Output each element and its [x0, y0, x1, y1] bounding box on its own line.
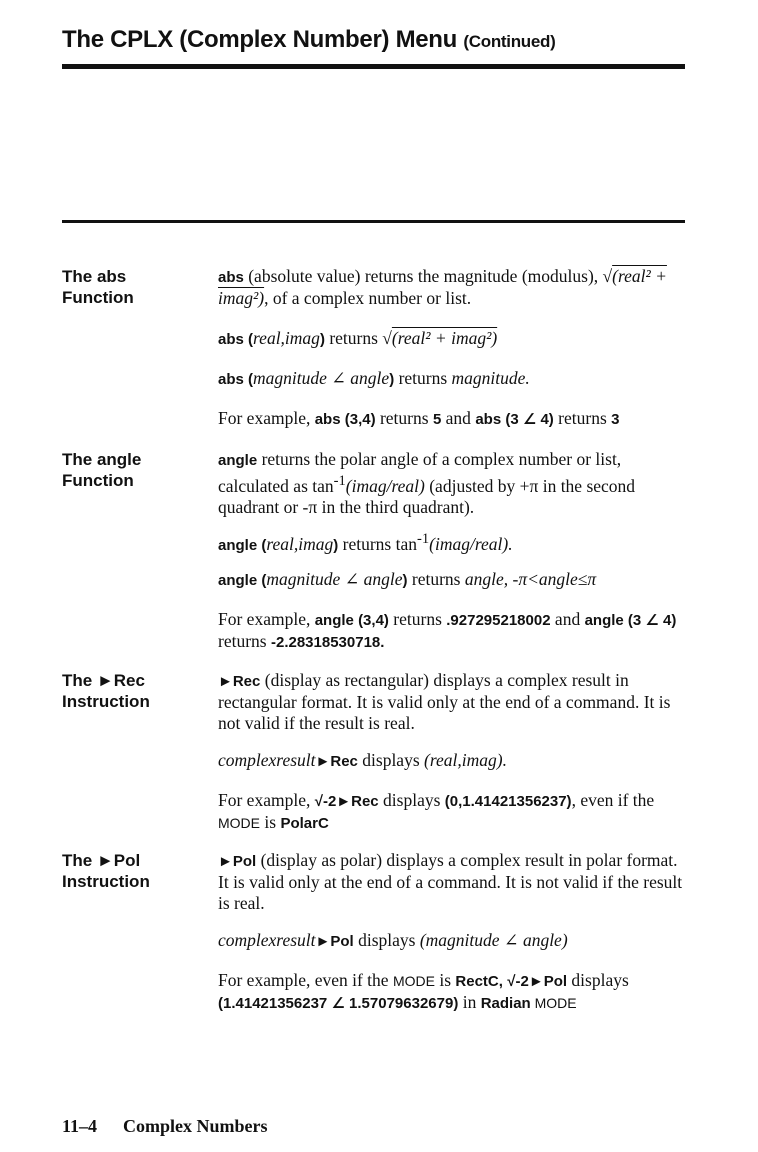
rec-cmd: ►Rec [218, 673, 261, 690]
abs-example [218, 408, 688, 430]
pol-description [218, 850, 688, 914]
pol-ex-text-a: For example, even if the [218, 970, 393, 990]
section-rule [62, 220, 685, 223]
sqrt-symbol: √ [382, 328, 392, 348]
rec-ex-cmd: √-2►Rec [314, 793, 379, 810]
rec-ex-text-d: is [260, 812, 281, 832]
angle-polar-close: ) [402, 572, 408, 589]
pol-ex-cmd: √-2►Pol [507, 973, 568, 990]
chapter-name: Complex Numbers [123, 1116, 268, 1136]
angle-syntax-cmd: angle ( [218, 536, 267, 554]
abs-heading-line1: The abs [62, 267, 127, 286]
abs-ex-cmd2: abs (3 ∠ 4) [475, 411, 554, 428]
abs-polar-close: ) [389, 371, 395, 388]
page-title-text: The CPLX (Complex Number) Menu [62, 26, 458, 53]
abs-polar-args: magnitude ∠ angle [253, 368, 390, 388]
angle-ex-cmd1: angle (3,4) [314, 612, 389, 629]
angle-ex-text-c: and [550, 609, 585, 629]
pol-cmd: ►Pol [218, 853, 257, 870]
pol-ex-radian: Radian [480, 995, 531, 1012]
abs-description [218, 266, 688, 309]
rec-heading-line2: Instruction [62, 692, 150, 711]
angle-ex-text-a: For example, [218, 609, 315, 629]
angle-syntax-text: returns tan [338, 533, 417, 554]
abs-ex-text-c: and [441, 408, 476, 428]
rec-example [218, 790, 688, 834]
abs-polar-cmd: abs ( [218, 371, 254, 388]
angle-ex-res1: .927295218002 [446, 612, 551, 629]
rec-syntax-expr: complexresult [218, 750, 316, 770]
abs-desc-text-b: , of a complex number or list. [264, 288, 472, 308]
rec-section-heading [62, 670, 202, 712]
abs-syntax-rect [218, 328, 688, 350]
angle-ex-cmd2: angle (3 ∠ 4) [584, 612, 677, 629]
angle-polar-result: angle, -π<angle≤π [464, 569, 597, 589]
sqrt-symbol: √ [602, 266, 613, 286]
pol-heading-line1: The ►Pol [62, 851, 141, 870]
abs-ex-text-a: For example, [218, 408, 315, 428]
rec-ex-setting: PolarC [280, 815, 329, 832]
rec-ex-mode: MODE [218, 815, 260, 831]
title-rule [62, 64, 685, 69]
abs-ex-res2: 3 [611, 411, 620, 428]
abs-ex-text-b: returns [375, 408, 433, 428]
page-title-continued: (Continued) [463, 32, 556, 51]
pol-ex-setting: RectC, [455, 973, 503, 990]
abs-cmd: abs [218, 269, 244, 286]
page-title [62, 26, 555, 54]
abs-syntax-args: real,imag [253, 328, 320, 348]
abs-ex-res1: 5 [432, 411, 442, 428]
page-footer [62, 1116, 268, 1137]
angle-section-heading [62, 449, 202, 491]
angle-syntax-args: real,imag [266, 533, 334, 554]
angle-syntax-close: ) [333, 536, 339, 554]
rec-syntax-cmd: ►Rec [315, 753, 358, 770]
angle-desc-sup: -1 [333, 473, 346, 489]
rec-ex-text-a: For example, [218, 790, 315, 810]
page-number: 11–4 [62, 1116, 98, 1136]
angle-ex-text-d: returns [218, 631, 271, 651]
pol-ex-text-c: displays [567, 970, 629, 990]
abs-syntax-polar [218, 368, 688, 390]
angle-heading-line2: Function [62, 471, 134, 490]
angle-desc-text-b: (adjusted by +π in the second quadrant or -π in the third quadrant). [218, 475, 636, 517]
pol-syntax-expr: complexresult [218, 930, 316, 950]
abs-section-heading [62, 266, 202, 308]
pol-ex-text-d: in [458, 992, 481, 1012]
abs-formula: (real² + imag²) [218, 266, 667, 308]
abs-syntax-text: returns [324, 328, 383, 348]
rec-syntax-text: displays [357, 750, 425, 770]
angle-desc-expr: (imag/real) [345, 475, 425, 496]
abs-ex-text-d: returns [553, 408, 612, 428]
pol-example [218, 970, 688, 1014]
abs-polar-text: returns [394, 368, 452, 388]
angle-desc-text-a: returns the polar angle of a complex number or list, calculated as tan [218, 449, 622, 496]
pol-ex-result: (1.41421356237 ∠ 1.57079632679) [218, 995, 459, 1012]
pol-syntax [218, 930, 688, 952]
pol-section-heading [62, 850, 202, 892]
pol-ex-text-b: is [434, 970, 456, 990]
abs-syntax-formula: (real² + imag²) [391, 328, 498, 348]
rec-description [218, 670, 688, 734]
rec-heading-line1: The ►Rec [62, 671, 145, 690]
angle-heading-line1: The angle [62, 450, 142, 469]
pol-desc-text: (display as polar) displays a complex result in polar format. It is valid only at the end of a command. It is not valid if the result is real. [218, 850, 683, 913]
rec-desc-text: (display as rectangular) displays a complex result in rectangular format. It is valid only at the end of a command. It is not valid if the result is real. [218, 670, 671, 733]
pol-heading-line2: Instruction [62, 872, 150, 891]
angle-syntax-expr: (imag/real). [429, 533, 513, 554]
rec-ex-text-c: , even if the [571, 790, 655, 810]
abs-syntax-cmd: abs ( [218, 331, 254, 348]
pol-syntax-text: displays [353, 930, 420, 950]
abs-heading-line2: Function [62, 288, 134, 307]
angle-polar-args: magnitude ∠ angle [266, 569, 403, 589]
abs-syntax-close: ) [319, 331, 325, 348]
rec-ex-result: (0,1.41421356237) [444, 793, 572, 810]
angle-syntax-sup: -1 [417, 531, 430, 547]
pol-ex-mode: MODE [392, 973, 435, 989]
angle-syntax-rect [218, 529, 688, 556]
rec-syntax-result: (real,imag). [424, 750, 507, 770]
rec-ex-text-b: displays [378, 790, 445, 810]
angle-description [218, 449, 688, 518]
pol-syntax-cmd: ►Pol [315, 933, 354, 950]
pol-syntax-result: (magnitude ∠ angle) [419, 930, 568, 950]
angle-ex-res2: -2.28318530718. [270, 634, 385, 651]
angle-syntax-polar [218, 569, 688, 591]
pol-ex-mode2: MODE [530, 995, 577, 1011]
rec-syntax [218, 750, 688, 772]
angle-polar-cmd: angle ( [218, 572, 267, 589]
angle-cmd: angle [218, 452, 258, 469]
angle-example [218, 609, 688, 653]
abs-ex-cmd1: abs (3,4) [314, 411, 376, 428]
abs-desc-text-a: (absolute value) returns the magnitude (modulus), [243, 266, 599, 286]
angle-ex-text-b: returns [388, 609, 447, 629]
angle-polar-text: returns [407, 569, 465, 589]
abs-polar-result: magnitude. [451, 368, 530, 388]
